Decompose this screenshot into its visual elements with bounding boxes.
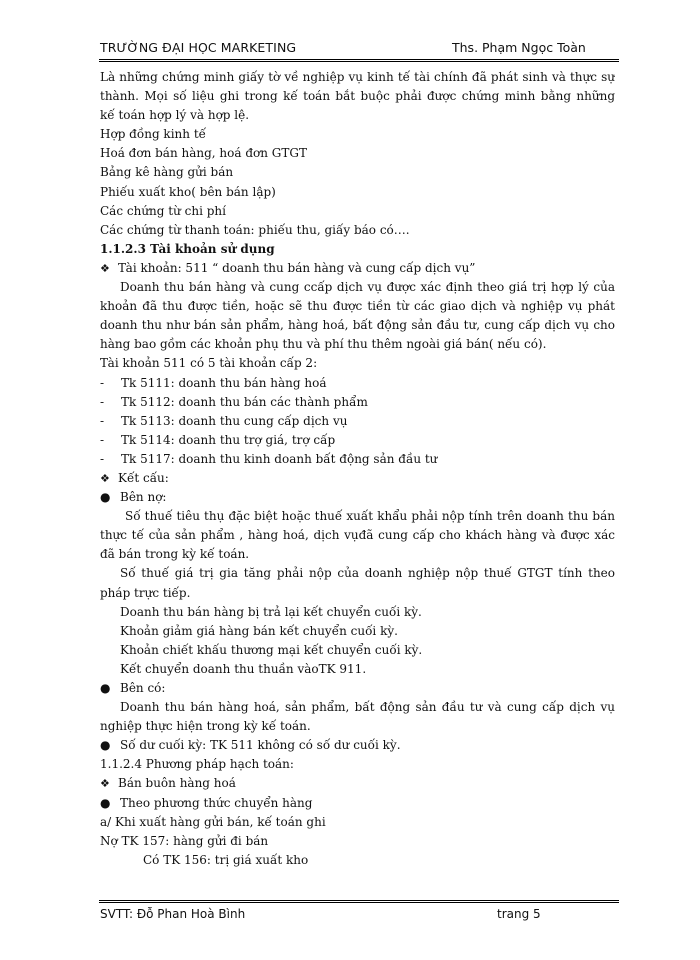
paragraph-line: doanh thu như bán sản phẩm, hàng hoá, bất động sản đầu tư, cung cấp dịch vụ cho [100, 318, 615, 333]
paragraph-line: Doanh thu bán hàng hoá, sản phẩm, bất động sản đầu tư và cung cấp dịch vụ [120, 700, 615, 715]
debit-item: Kết chuyển doanh thu thuần vàoTK 911. [120, 661, 367, 676]
bullet-item [100, 736, 615, 755]
journal-entry-debit: Nợ TK 157: hàng gửi đi bán [100, 833, 269, 848]
dash-list-item [100, 431, 615, 450]
paragraph-line: nghiệp thực hiện trong kỳ kế toán. [100, 719, 311, 734]
diamond-bullet-icon: ❖ [100, 261, 110, 275]
header-school: TRƯỜNG ĐẠI HỌC MARKETING [100, 40, 297, 55]
document-list-item: Hoá đơn bán hàng, hoá đơn GTGT [100, 146, 307, 161]
document-list-item: Các chứng từ chi phí [100, 203, 226, 218]
subsection-heading: 1.1.2.4 Phương pháp hạch toán: [100, 757, 294, 772]
dash-list-text: Tk 5111: doanh thu bán hàng hoá [121, 375, 327, 390]
bullet-item [100, 679, 615, 698]
debit-item: Doanh thu bán hàng bị trả lại kết chuyển cuối kỳ. [120, 604, 422, 619]
dot-bullet-icon: ● [100, 490, 111, 505]
bullet-item [100, 259, 615, 278]
document-list-item: Phiếu xuất kho( bên bán lập) [100, 184, 276, 199]
document-list-item: Hợp đồng kinh tế [100, 127, 207, 142]
bullet-text: Bán buôn hàng hoá [118, 776, 236, 791]
document-body [100, 68, 615, 870]
paragraph-line: a/ Khi xuất hàng gửi bán, kế toán ghi [100, 814, 326, 829]
dot-bullet-icon: ● [100, 681, 111, 695]
bullet-item [100, 469, 615, 488]
footer-rule-secondary [99, 902, 619, 903]
footer-rule [99, 900, 619, 901]
dash-list-text: Tk 5114: doanh thu trợ giá, trợ cấp [121, 432, 336, 447]
debit-item: Khoản chiết khấu thương mại kết chuyển cuối kỳ. [120, 642, 423, 657]
bullet-text: Bên nợ: [120, 490, 167, 505]
diamond-bullet-icon: ❖ [100, 777, 110, 791]
dash-list-text: Tk 5113: doanh thu cung cấp dịch vụ [121, 413, 348, 428]
section-heading: 1.1.2.3 Tài khoản sử dụng [100, 241, 275, 256]
paragraph-line: kế toán hợp lý và hợp lệ. [100, 108, 250, 123]
dash-bullet-icon: - [100, 375, 105, 390]
bullet-text: Theo phương thức chuyển hàng [120, 795, 313, 810]
paragraph-line: Doanh thu bán hàng và cung ccấp dịch vụ được xác định theo giá trị hợp lý của [120, 280, 615, 295]
dash-list-item [100, 450, 615, 469]
bullet-text: Tài khoản: 511 “ doanh thu bán hàng và cung cấp dịch vụ” [118, 260, 476, 275]
dash-list-item [100, 374, 615, 393]
dash-bullet-icon: - [100, 432, 105, 447]
paragraph-line: Tài khoản 511 có 5 tài khoản cấp 2: [100, 356, 318, 371]
bullet-item [100, 488, 615, 507]
document-list-item: Các chứng từ thanh toán: phiếu thu, giấy báo có…. [100, 222, 410, 237]
dash-bullet-icon: - [100, 413, 105, 428]
dash-list-text: Tk 5117: doanh thu kinh doanh bất động sản đầu tư [121, 451, 438, 466]
header-author: Ths. Phạm Ngọc Toàn [452, 40, 586, 55]
dash-bullet-icon: - [100, 451, 105, 466]
bullet-text: Kết cấu: [118, 470, 169, 485]
bullet-text: Số dư cuối kỳ: TK 511 không có số dư cuối kỳ. [120, 738, 401, 753]
footer-page-number: trang 5 [497, 907, 541, 921]
paragraph-line: Số thuế giá trị gia tăng phải nộp của doanh nghiệp nộp thuế GTGT tính theo [120, 566, 615, 581]
dash-list-item [100, 412, 615, 431]
dash-bullet-icon: - [100, 394, 105, 409]
debit-item: Khoản giảm giá hàng bán kết chuyển cuối kỳ. [120, 623, 398, 638]
dot-bullet-icon: ● [100, 795, 111, 810]
paragraph-line: Là những chứng minh giấy tờ về nghiệp vụ kinh tế tài chính đã phát sinh và thực sự [100, 70, 615, 84]
diamond-bullet-icon: ❖ [100, 471, 110, 485]
dash-list-item [100, 393, 615, 412]
footer-student: SVTT: Đỗ Phan Hoà Bình [100, 907, 246, 921]
paragraph-line: thành. Mọi số liệu ghi trong kế toán bắt buộc phải được chứng minh bằng những [100, 89, 615, 104]
bullet-item [100, 794, 615, 813]
paragraph-line: hàng bao gồm các khoản phụ thu và phí thu thêm ngoài giá bán( nếu có). [100, 337, 547, 352]
header-rule [99, 59, 619, 60]
paragraph-line: đã bán trong kỳ kế toán. [100, 547, 250, 562]
document-list-item: Bảng kê hàng gửi bán [100, 165, 234, 180]
header-rule-secondary [99, 61, 619, 62]
journal-entry-credit: Có TK 156: trị giá xuất kho [143, 852, 309, 867]
dash-list-text: Tk 5112: doanh thu bán các thành phẩm [121, 394, 368, 409]
paragraph-line: thực tế của sản phẩm , hàng hoá, dịch vụđã cung cấp cho khách hàng và được xác [100, 528, 615, 543]
bullet-item [100, 774, 615, 793]
paragraph-line: Số thuế tiêu thụ đặc biệt hoặc thuế xuất khẩu phải nộp tính trên doanh thu bán [125, 509, 615, 524]
bullet-text: Bên có: [120, 681, 166, 695]
dot-bullet-icon: ● [100, 738, 111, 753]
paragraph-line: pháp trực tiếp. [100, 585, 191, 600]
paragraph-line: khoản đã thu được tiền, hoặc sẽ thu được tiền từ các giao dịch và nghiệp vụ phát [100, 299, 615, 314]
